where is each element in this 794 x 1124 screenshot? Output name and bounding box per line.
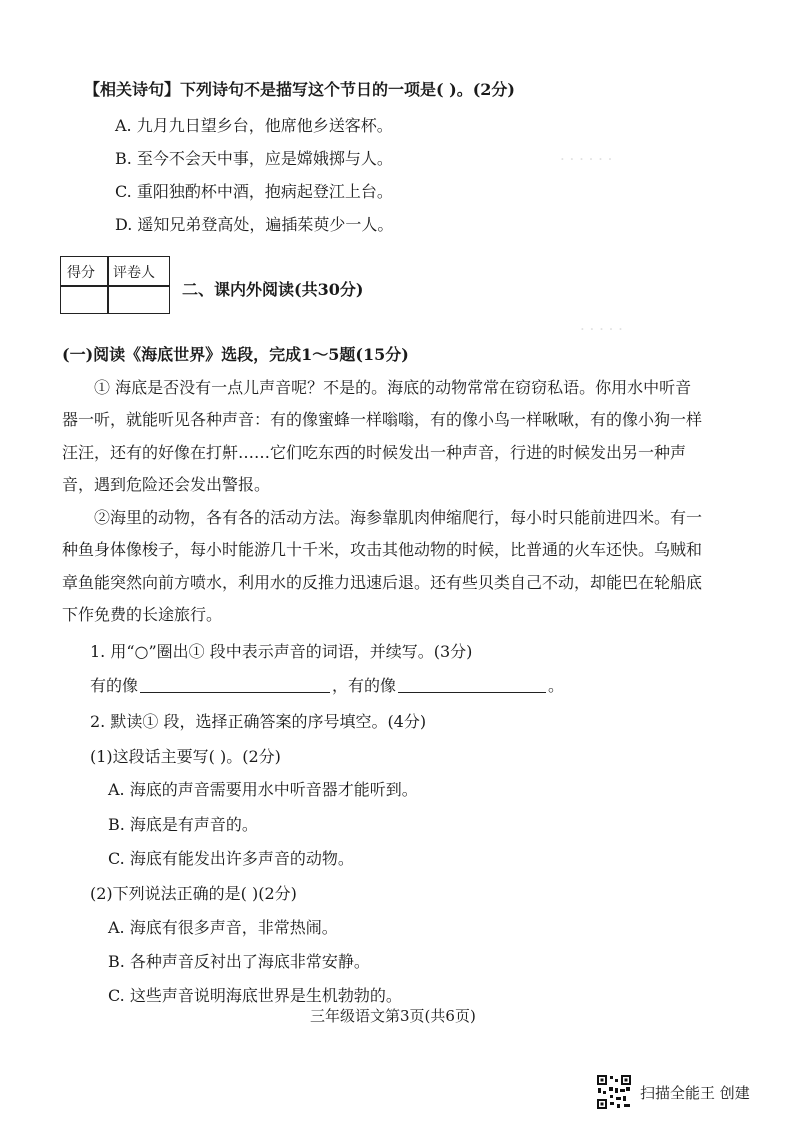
score-label: 得分 xyxy=(67,265,95,281)
q2-sub1-option-b: B. 海底是有声音的。 xyxy=(108,815,258,834)
poem-option-b: B. 至今不会天中事，应是嫦娥掷与人。 xyxy=(115,149,393,168)
q2-sub2-option-c: C. 这些声音说明海底世界是生机勃勃的。 xyxy=(108,986,402,1005)
q2-prompt: 2. 默读① 段，选择正确答案的序号填空。(4分) xyxy=(90,712,427,731)
scanner-watermark-label: 扫描全能王 创建 xyxy=(640,1084,750,1102)
q2-sub1-option-c: C. 海底有能发出许多声音的动物。 xyxy=(108,849,354,868)
passage-paragraph-2: ②海里的动物，各有各的活动方法。海参靠肌肉伸缩爬行，每小时只能前进四米。有一种鱼身体像梭子，每小时能游几十千米，攻击其他动物的时候，比普通的火车还快。乌贼和章鱼能突然向前方喷水，利用水的反推力迅速后退。还有些贝类自己不动，却能巴在轮船底下作免费的长途旅行。 xyxy=(62,508,703,624)
poem-option-a: A. 九月九日望乡台，他席他乡送客杯。 xyxy=(115,116,393,135)
q1-blank-1[interactable] xyxy=(140,676,330,693)
poem-option-c: C. 重阳独酌杯中酒，抱病起登江上台。 xyxy=(115,182,393,201)
q1-prompt: 1. 用“○”圈出① 段中表示声音的词语，并续写。(3分) xyxy=(90,642,473,661)
qr-code-icon xyxy=(596,1074,632,1110)
q2-sub1-option-a: A. 海底的声音需要用水中听音器才能听到。 xyxy=(108,780,418,799)
section-title: 二、课内外阅读(共30分) xyxy=(182,280,364,299)
q1-fill-b-label: ，有的像 xyxy=(332,676,397,695)
bleed-through-1: · · · · · · xyxy=(560,150,613,168)
q2-sub2-option-a: A. 海底有很多声音，非常热闹。 xyxy=(108,918,338,937)
score-box xyxy=(60,256,170,314)
q2-sub2-prompt: (2)下列说法正确的是( )(2分) xyxy=(90,884,297,903)
q1-fill-a-label: 有的像 xyxy=(90,676,139,695)
poem-question-prompt: 【相关诗句】下列诗句不是描写这个节日的一项是( )。(2分) xyxy=(84,80,515,99)
reviewer-label: 评卷人 xyxy=(113,265,155,281)
passage-heading: (一)阅读《海底世界》选段，完成1～5题(15分) xyxy=(62,345,409,364)
q1-fill-end: 。 xyxy=(548,676,565,695)
score-box-divider-h xyxy=(61,285,169,287)
q2-sub1-prompt: (1)这段话主要写( )。(2分) xyxy=(90,747,281,766)
q2-sub2-option-b: B. 各种声音反衬出了海底非常安静。 xyxy=(108,952,370,971)
page-footer: 三年级语文第3页(共6页) xyxy=(310,1007,476,1025)
passage-paragraph-1: ① 海底是否没有一点儿声音呢？不是的。海底的动物常常在窃窃私语。你用水中听音器一听，就能听见各种声音：有的像蜜蜂一样嗡嗡，有的像小鸟一样啾啾，有的像小狗一样汪汪，还有的好像在打鼾……它们吃东西的时候发出一种声音，行进的时候发出另一种声音，遇到危险还会发出警报。 xyxy=(62,378,703,494)
poem-option-d: D. 遥知兄弟登高处，遍插茱萸少一人。 xyxy=(115,215,394,234)
q1-fill-line xyxy=(90,676,564,696)
q1-blank-2[interactable] xyxy=(398,676,546,693)
bleed-through-2: · · · · · xyxy=(580,320,623,338)
